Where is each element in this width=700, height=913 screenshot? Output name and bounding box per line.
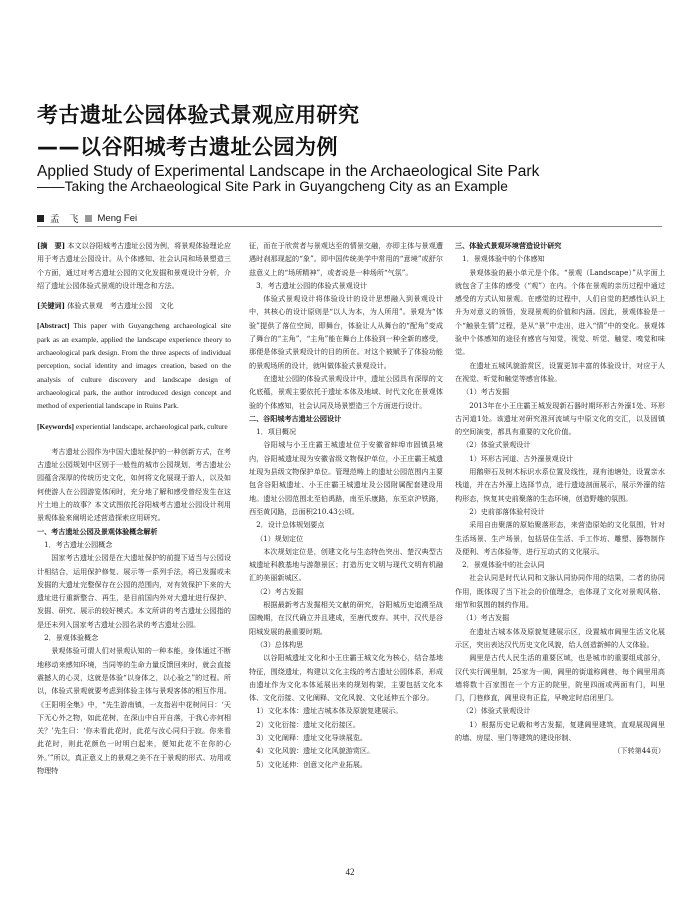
section-heading: 二、谷阳城考古遗址公园设计 <box>249 413 342 423</box>
subsection-heading: （1）考古发掘 <box>462 387 510 397</box>
subsection-heading: （1）规划定位 <box>256 533 304 543</box>
title-cn-sub: ——以谷阳城考古遗址公园为例 <box>37 135 338 159</box>
body-paragraph: 1）环形古河道、古外濠景观设计 <box>469 453 574 463</box>
abstract-label-en: [Abstract] <box>37 321 70 331</box>
body-paragraph: 社会认同是时代认同和文脉认同协同作用的结果，二者的协同作用，既体现了当下社会的价值理念，也体现了文化对景观风格、细节和氛围的制约作用。 <box>455 573 665 610</box>
square-bullet-icon <box>37 215 44 222</box>
list-item: 3）文化阐释：遗址文化导读展览。 <box>256 732 368 742</box>
body-paragraph: 以谷阳城遗址文化和小王庄霸王城文化为核心，结合基地特征，围绕遗址，构建以文化主线的考古遗址公园体系，形成由遗址作为文化本体延展出来的规划构架，主要包括文化本体、文化衍接、文化阐释、文化风貌、文化延伸五个部分。 <box>249 653 443 703</box>
subsection-heading: （2）考古发掘 <box>256 586 304 596</box>
body-paragraph: 在遗址古城本体及原貌复建展示区，设置城市阊里生活文化展示区，突出表达汉代历史文化风貌，给人创造新鲜的人文体验。 <box>455 626 665 649</box>
abstract-en: [Abstract] This paper with Guyangcheng archaeological site park as an example, applied the landscape experience theory to archaeological park design. From the three aspects of individual perception, social identity and images creation, based on the analysis of culture discovery and landscape design of archaeological park, the author introduced design concept and method of experiential landscape in Ruins Park. <box>37 321 231 411</box>
subsection-heading: 1．景观体验中的个体感知 <box>462 254 545 264</box>
column-3 <box>455 239 665 758</box>
body-paragraph: 体验式景观设计将体验设计的设计思想融入到景观设计中，其核心的设计原则是“以人为本，为人所用”。景观为“体验”提供了落位空间，即舞台，体验让人从舞台的“配角”变成了舞台的“主角”，“主角”能在舞台上体验到一种全新的感受，那便是体验式景观设计的目的所在。对这个被赋予了体验功能的景观场所的设计，就叫做体验式景观设计。 <box>249 294 443 370</box>
subsection-heading: 1．项目概况 <box>256 427 297 437</box>
body-paragraph: 在遗址公园的体验式景观设计中，遗址公园具有深厚的文化底蕴，景观主要依托于遗址本体及地域、时代文化在景观体验的个体感知，社会认同及场景塑造三个方面进行设计。 <box>249 373 443 410</box>
body-paragraph: 2）史前部落体验村设计 <box>469 506 545 516</box>
subsection-heading: 2．景观体验中的社会认同 <box>462 560 545 570</box>
section-heading: 三、体验式景观环境营造设计研究 <box>455 241 562 250</box>
column-2 <box>249 239 443 771</box>
title-en-sub: ——Taking the Archaeological Site Park in Guyangcheng City as an Example <box>37 179 508 194</box>
list-item: 5）文化延伸：创意文化产业拓展。 <box>256 759 368 769</box>
subsection-heading: （3）总体构思 <box>256 639 304 649</box>
abstract-label-cn: [摘 要] <box>37 241 66 250</box>
body-paragraph: 国家考古遗址公园是在大遗址保护的前提下适当与公园设计相结合，运用保护修复、展示等一系列手法，将已发掘或未发掘的大遗址完整保存在公园的范围内，对有效保护下来的大遗址进行重新整合、再生，是目前国内外对大遗址进行保护、发掘、研究、展示的较好模式。本文所讲的考古遗址公园指的是还未列入国家考古遗址公园名录的考古遗址公园。 <box>37 553 231 629</box>
title-en-main: Applied Study of Experimental Landscape in the Archaeological Site Park <box>37 163 540 180</box>
keywords-en: [Keywords] experiential landscape, archaeological park, culture <box>37 421 228 431</box>
body-paragraph: 1）根据历史记载和考古发掘，复建阊里建筑，直观展现阊里的墙、房屋、里门等建筑的建设形制、 <box>455 719 665 742</box>
keywords-cn: [关键词] 体验式景观 考古遗址公园 文化 <box>37 301 174 311</box>
author-en: Meng Fei <box>97 212 138 224</box>
body-paragraph: 景观体验的最小单元是个体。“景观（Landscape）”从字面上就包含了主体的感受（“观”）在内。个体在景观的亲历过程中通过感受的方式认知景观。在感觉的过程中，人们自觉的把感性认识上升为对意义的领悟，发现景观的价值和内涵。因此，景观体验是一个“触景生情”过程，是从“景”中走出，进入“情”中的变化。景观体验中个体感知的途径有感官与知觉，视觉、听觉、触觉、嗅觉和味觉。 <box>455 267 665 357</box>
subsection-heading: 2．设计总体规划要点 <box>256 520 325 530</box>
body-paragraph: 景观体验可谓人们对景观认知的一种本能，身体通过不断地移动来感知环境，当同等的生命力量反馈回来时，就会直接震撼人的心灵，这就是体验“以身体之，以心验之”的过程。所以，体验式景观就要考虑到体验主体与景观客体的相互作用。《王阳明全集》中，“先生游南镇，一友指岩中花树问曰：‘天下无心外之物，如此花树，在深山中自开自落，于我心亦何相关？’先生曰：‘你未看此花时，此花与汝心同归于寂。你来看此花时，则此花颜色一时明白起来，便知此花不在你的心外。’”所以，真正意义上的景观之美不在于景观的形式、功用或物理特 <box>37 646 231 775</box>
page-number: 42 <box>345 867 355 877</box>
subsection-heading: 3．考古遗址公园的体验式景观设计 <box>256 280 368 290</box>
square-bullet-icon <box>85 215 92 222</box>
keywords-label-cn: [关键词] <box>37 301 65 311</box>
body-paragraph: 征，而在于欣赏者与景观达至的情景交融，亦即主体与景观遭遇时刹那现起的“象”。即中国传统美学中常用的“意境”或舒尔兹意义上的“场所精神”，或者说是一种场所“气氛”。 <box>249 241 443 277</box>
header-divider <box>37 226 662 227</box>
body-paragraph: 阊里是古代人民生活的重要区域，也是城市的重要组成部分，汉代实行阊里制，25家为一阊，阊里的街道称阊巷，每个阊里用高墙将数十百家围在一个方正的院里，院里四面或两面有门，叫里门，门巷修直，阊里设有正监，早晚定时启闭里门。 <box>455 653 665 703</box>
list-item: 2）文化衍接：遗址文化衍接区。 <box>256 719 360 729</box>
intro-paragraph: 考古遗址公园作为中国大遗址保护的一种创新方式，在考古遗址公园规划中区别于一般性的城市公园规划，考古遗址公园蕴含深厚的传统历史文化，如何将文化展现于游人，以及如何使游人在公园游览体闲时，充分地了解和感受曾经发生在这片土地上的故事？本文试图依托谷阳城考古遗址公园设计利用景观体验来阐明论述营造探索应用研究。 <box>37 446 231 523</box>
title-cn-main: 考古遗址公园体验式景观应用研究 <box>37 103 360 127</box>
subsection-heading: 1．考古遗址公园概念 <box>44 539 113 549</box>
section-heading: 一、考古遗址公园及景观体验概念解析 <box>37 526 158 536</box>
list-item: 1）文化本体：遗址古城本体及原貌复建展示。 <box>256 706 403 716</box>
list-item: 4）文化风貌：遗址文化风貌游赏区。 <box>256 746 375 756</box>
body-paragraph: 2013年在小王庄霸王城发现新石器时期环形古外濠1处、环形古河道1处。该遗址对研究淮河流域与中原文化的交汇，以及固镇的空间演变，都具有重要的文化价值。 <box>455 400 665 437</box>
body-paragraph: 用鹅卵石及树木标识水系位置及线性，现有池塘处，设置亲水栈道，并在古外濠上选择节点，进行遗迹剖面展示，展示外濠的结构形态，恢复其史前聚落的生态环境，创造野趣的氛围。 <box>455 467 665 503</box>
body-paragraph: 采用自由聚落的原始聚落形态，来营造原始的文化氛围，针对生活场景、生产场景，包括居住生活、手工作坊、雕塑、器物制作及便利、考古体验等，进行互动式的文化展示。 <box>455 520 665 556</box>
author-line <box>37 211 137 225</box>
subsection-heading: （2）体验式景观设计 <box>462 706 531 716</box>
subsection-heading: （2）体验式景观设计 <box>462 440 531 450</box>
body-paragraph: 本次规划定位是，创建文化与生态特色突出、楚汉典型古城遗址科教基地与游憩景区；打造历史文明与现代文明有机融汇的美丽新城区。 <box>249 546 443 583</box>
author-cn: 孟 飞 <box>50 214 79 225</box>
body-paragraph: 在遗址五城风貌游赏区，设置更加丰富的体验设计，对应于人在视觉、听觉和触觉等感官体验。 <box>455 360 665 383</box>
keywords-label-en: [Keywords] <box>37 421 74 431</box>
body-paragraph: 谷阳城与小王庄霸王城遗址位于安徽省蚌埠市固镇县境内，谷阳城遗址现为安徽省级文物保护单位，小王庄霸王城遗址现为县级文物保护单位。管理范畴上的遗址公园范围内主要包含谷阳城遗址、小王庄霸王城遗址及公园附属配套建设用地。遗址公园范围北至伯禹路，南至乐康路，东至京沪铁路，西至黄冈路，总面积210.43公顷。 <box>249 440 443 516</box>
subsection-heading: 2．景观体验概念 <box>44 633 99 643</box>
abstract-cn: [摘 要] 本文以谷阳城考古遗址公园为例，将景观体验理论应用于考古遗址公园设计。从个体感知、社会认同和场景塑造三个方面，通过对考古遗址公园的文化发掘和景观设计分析，介绍了遗址公园体验式景观的设计理念和方法。 <box>37 241 232 290</box>
body-paragraph: 根据最新考古发掘相关文献的研究，谷阳城历史追溯至战国晚期，在汉代确立并且建成，至唐代废弃。其中，汉代是谷阳城发展的最重要时期。 <box>249 600 443 636</box>
continued-note: （下转第44页） <box>613 746 665 756</box>
subsection-heading: （1）考古发掘 <box>462 613 510 623</box>
column-1 <box>37 239 231 777</box>
